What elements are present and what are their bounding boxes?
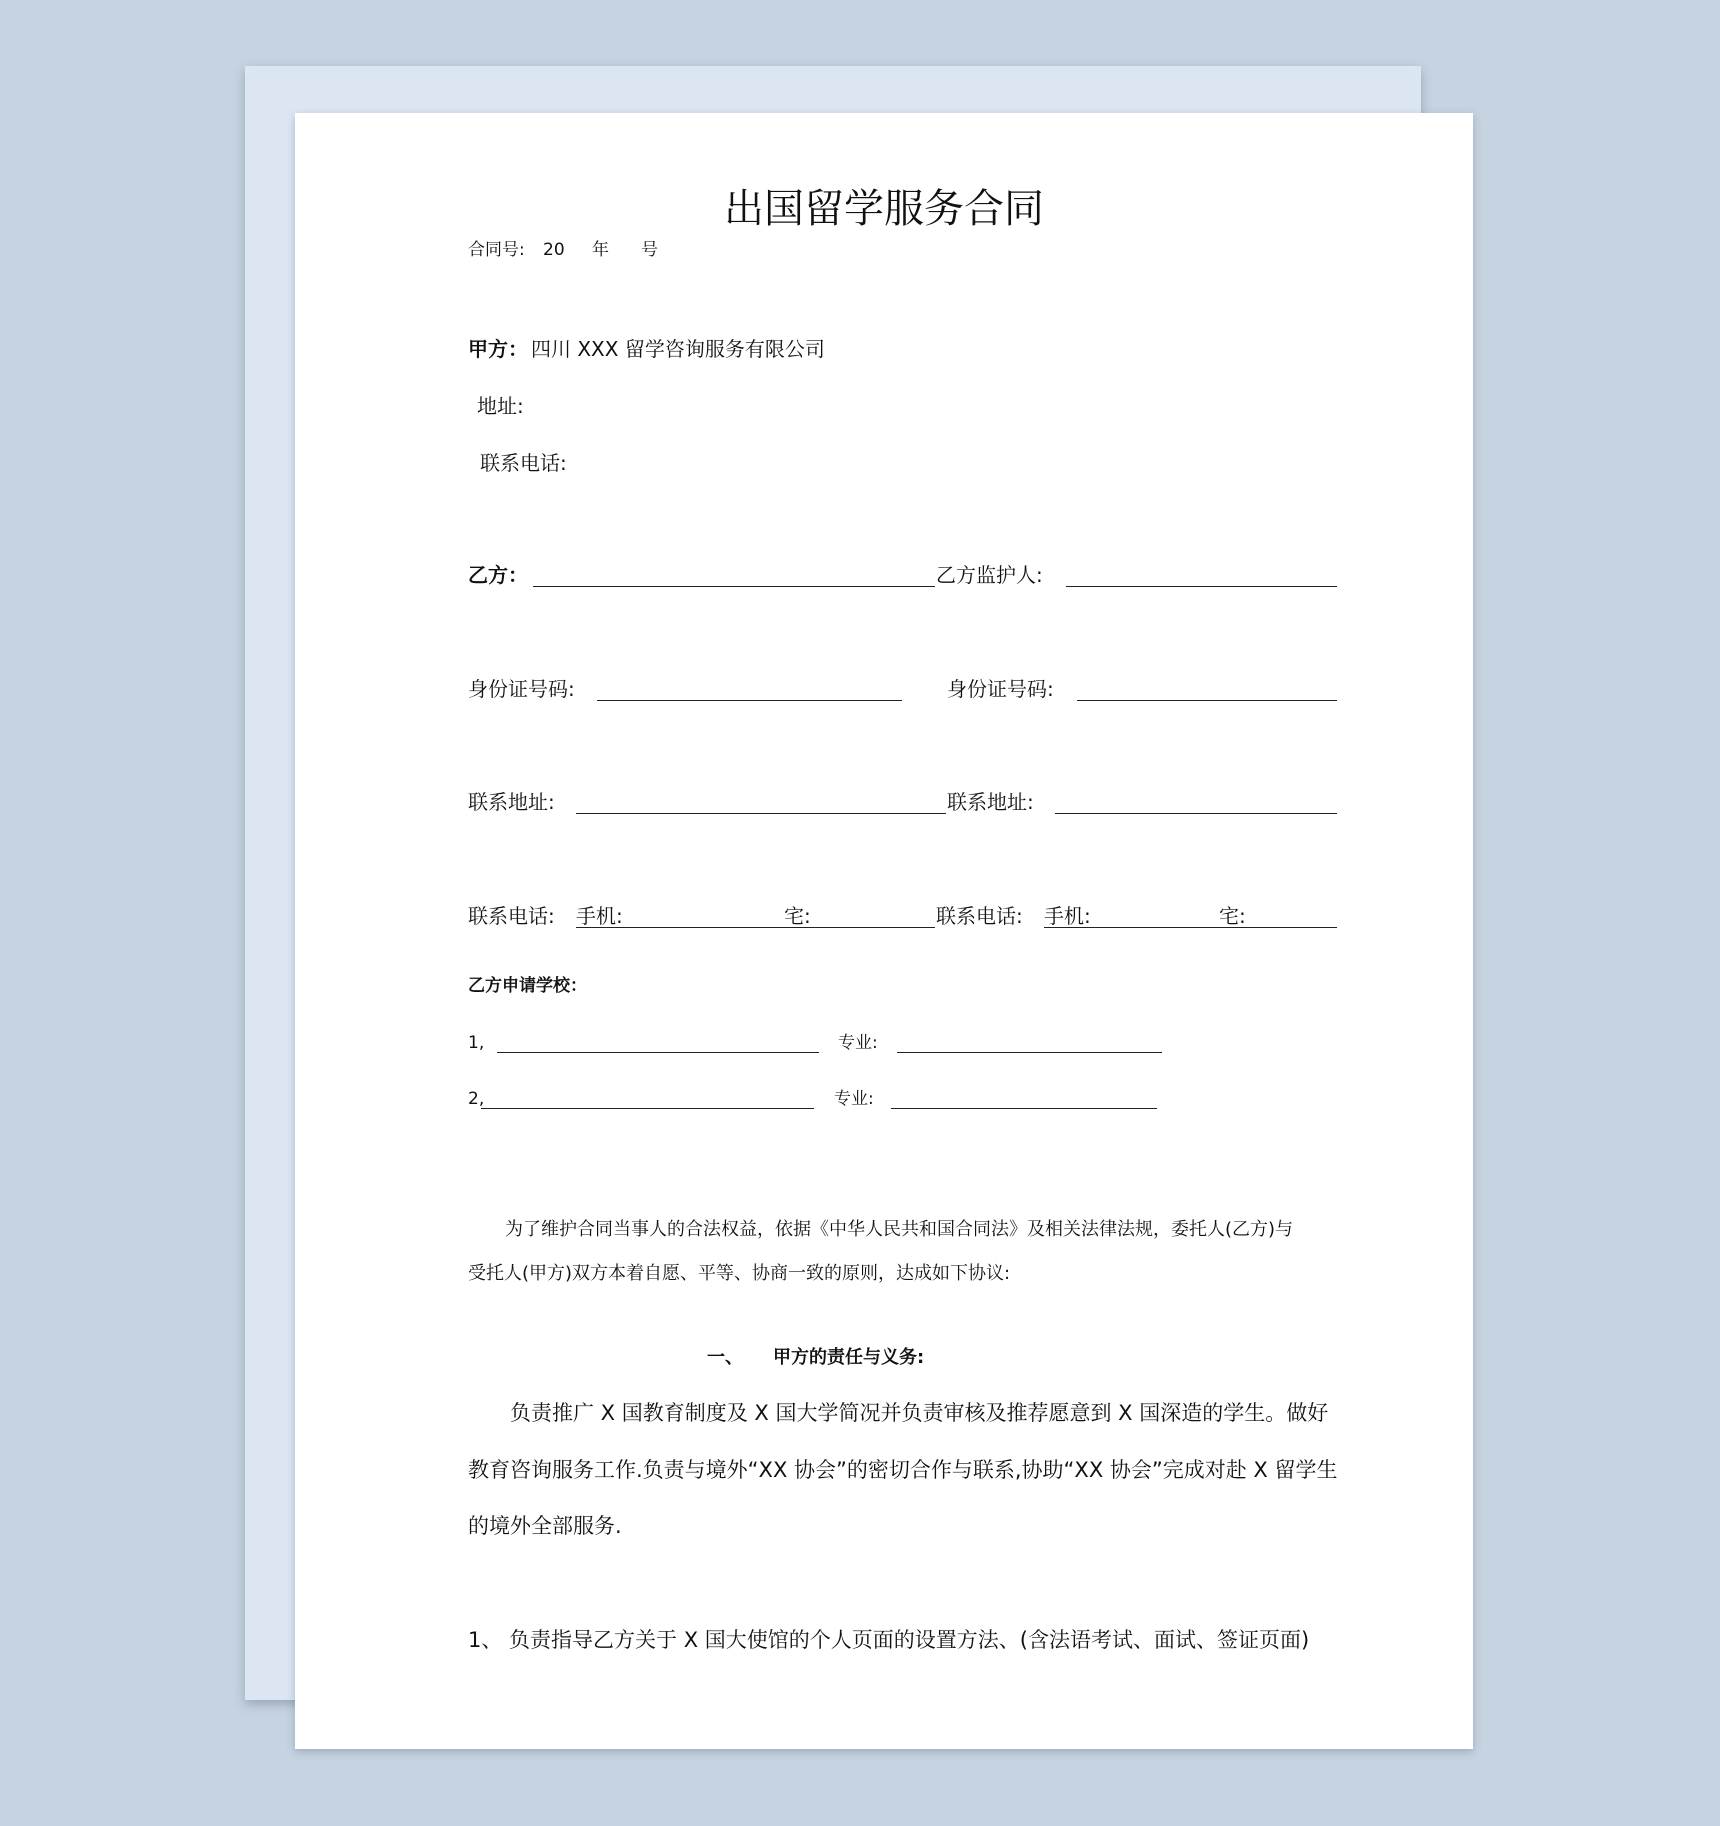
party-a-name: 四川 XXX 留学咨询服务有限公司 <box>531 337 825 361</box>
party-b-field[interactable] <box>533 586 935 587</box>
major-1-field[interactable] <box>897 1052 1162 1053</box>
section-1-heading: 甲方的责任与义务: <box>773 1347 925 1368</box>
home-label-1: 宅: <box>784 904 811 928</box>
section-1-body-line-2: 教育咨询服务工作.负责与境外“XX 协会”的密切合作与联系,协助“XX 协会”完成对赴 X 留学生 <box>468 1458 1338 1482</box>
id-field-1[interactable] <box>597 700 902 701</box>
party-a-phone-label: 联系电话: <box>480 451 567 475</box>
address-field-2[interactable] <box>1055 813 1337 814</box>
phone-label-2: 联系电话: <box>936 904 1023 928</box>
home-label-2: 宅: <box>1219 904 1246 928</box>
id-field-2[interactable] <box>1077 700 1337 701</box>
document-page <box>295 113 1473 1749</box>
school-2-field[interactable] <box>481 1108 814 1109</box>
item-1: 1、 负责指导乙方关于 X 国大使馆的个人页面的设置方法、(含法语考试、面试、签证页面) <box>468 1628 1310 1652</box>
major-1-label: 专业: <box>838 1033 878 1053</box>
address-label-1: 联系地址: <box>468 790 555 814</box>
mobile-label-2: 手机: <box>1044 904 1091 928</box>
party-a-label: 甲方： <box>468 337 528 361</box>
school-1-label: 1, <box>468 1033 485 1053</box>
phone-field-1[interactable] <box>576 927 935 928</box>
contract-year: 年 <box>592 240 609 260</box>
phone-label-1: 联系电话: <box>468 904 555 928</box>
mobile-label-1: 手机: <box>576 904 623 928</box>
page-title: 出国留学服务合同 <box>724 186 1044 232</box>
party-b-label: 乙方： <box>468 563 528 587</box>
schools-label: 乙方申请学校： <box>468 976 587 996</box>
section-1-number: 一、 <box>707 1347 743 1368</box>
section-1-body-line-3: 的境外全部服务. <box>468 1514 622 1538</box>
contract-no: 号 <box>641 240 658 260</box>
guardian-field[interactable] <box>1066 586 1337 587</box>
contract-year-prefix: 20 <box>543 240 565 260</box>
contract-no-label: 合同号: <box>468 240 525 260</box>
school-2-label: 2, <box>468 1089 485 1109</box>
address-field-1[interactable] <box>576 813 946 814</box>
address-label-2: 联系地址: <box>947 790 1034 814</box>
id-label-1: 身份证号码: <box>468 677 575 701</box>
preamble-line-2: 受托人(甲方)双方本着自愿、平等、协商一致的原则，达成如下协议: <box>468 1263 1011 1284</box>
id-label-2: 身份证号码: <box>947 677 1054 701</box>
school-1-field[interactable] <box>497 1052 819 1053</box>
guardian-label: 乙方监护人: <box>936 563 1043 587</box>
phone-field-2[interactable] <box>1044 927 1337 928</box>
preamble-line-1: 为了维护合同当事人的合法权益，依据《中华人民共和国合同法》及相关法律法规，委托人(乙方)与 <box>505 1219 1294 1240</box>
major-2-label: 专业: <box>834 1089 874 1109</box>
major-2-field[interactable] <box>891 1108 1157 1109</box>
section-1-body-line-1: 负责推广 X 国教育制度及 X 国大学简况并负责审核及推荐愿意到 X 国深造的学生。做好 <box>510 1401 1329 1425</box>
party-a-address-label: 地址: <box>477 394 524 418</box>
